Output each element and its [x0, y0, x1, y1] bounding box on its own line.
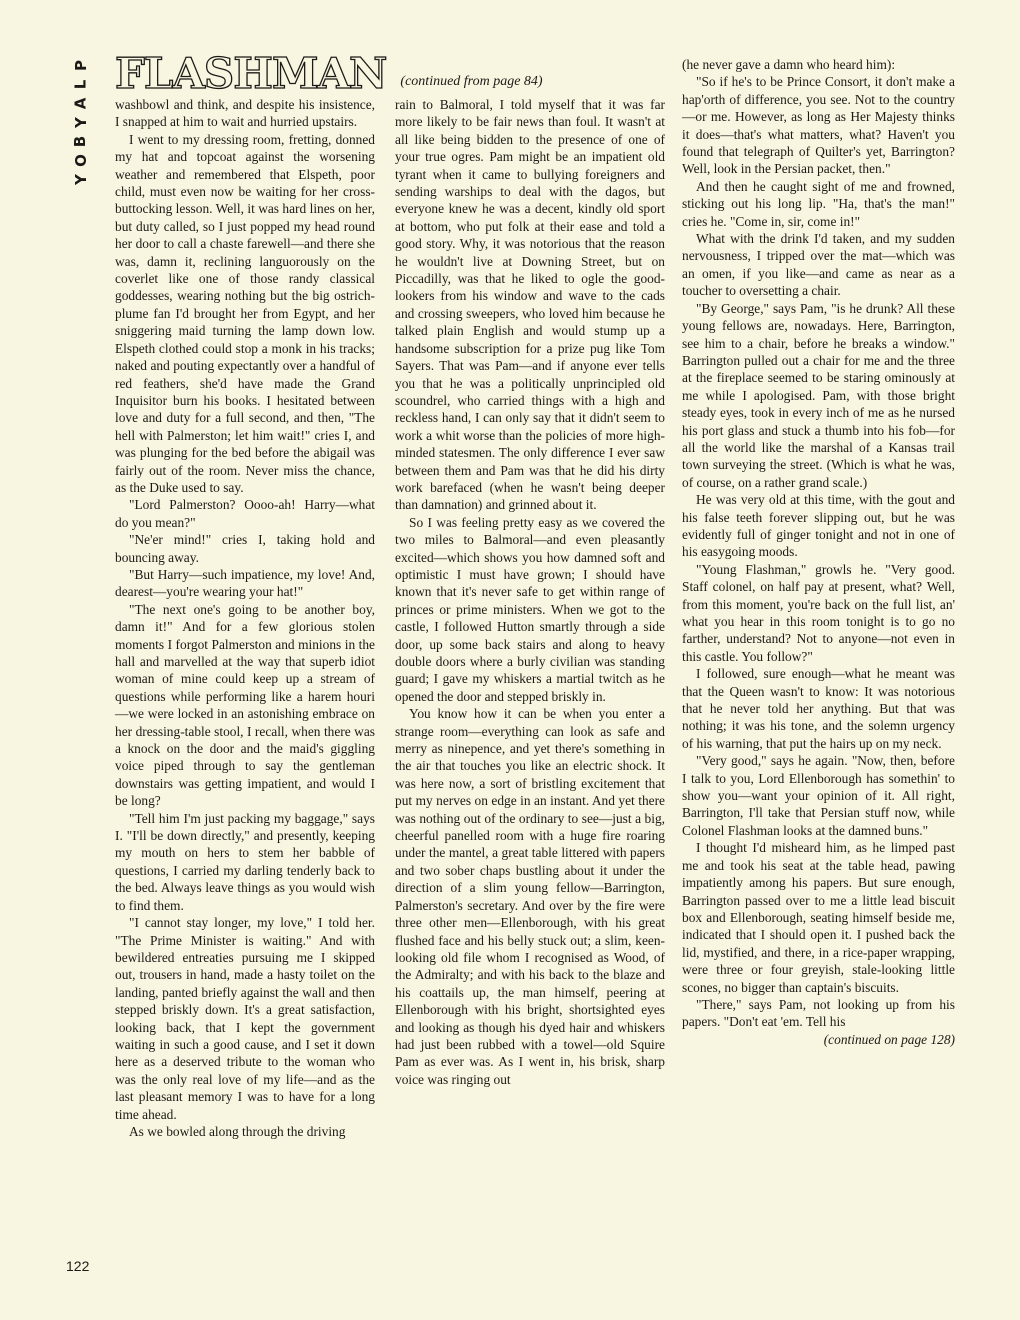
text-column-3	[682, 56, 955, 1048]
paragraph: "There," says Pam, not looking up from his papers. "Don't eat 'em. Tell his	[682, 996, 955, 1030]
paragraph: "Young Flashman," growls he. "Very good. Staff colonel, on half pay at present, what? Well, from this moment, you're back on the full list, an' what you hear in this room tonight is to go no farther, understand? Not to anyone—not even in this castle. You follow?"	[682, 561, 955, 664]
paragraph: So I was feeling pretty easy as we covered the two miles to Balmoral—and even pleasantly excited—which shows you how damned soft and optimistic I must have grown; I should have known that it's never safe to get within range of princes or prime ministers. When we got to the castle, I followed Hutton smartly through a side door, up some back stairs and along to heavy double doors where a burly civilian was standing guard; I gave my whiskers a martial twitch as he opened the door and stepped briskly in.	[395, 514, 665, 704]
article-title: FLASHMAN	[115, 49, 387, 98]
article-header	[115, 49, 543, 98]
text-column-1	[115, 96, 375, 1140]
paragraph: I went to my dressing room, fretting, donned my hat and topcoat against the worsening weather and remembered that Elspeth, poor child, must even now be waiting for her cross-buttocking lesson. Well, it was hard lines on her, but duty called, so I just popped my head round her door to call a chaste farewell—and there she was, damn it, reclining languorously on the coverlet like one of those randy classical goddesses, wearing nothing but the big ostrich-plume fan I'd brought her from Egypt, and her sniggering maid turning the lamp down low. Elspeth clothed could stop a monk in his tracks; naked and pouting expectantly over a handful of red feathers, she'd have made the Grand Inquisitor burn his books. I hesitated between love and duty for a full second, and then, "The hell with Palmerston; let him wait!" cries I, and was plunging for the bed before the abigail was fairly out of the room. Never miss the chance, as the Duke used to say.	[115, 131, 375, 495]
paragraph: What with the drink I'd taken, and my sudden nervousness, I tripped over the mat—which was an omen, if you like—and came as near as a toucher to oversetting a chair.	[682, 231, 955, 299]
paragraph: "The next one's going to be another boy, damn it!" And for a few glorious stolen moments I forgot Palmerston and minions in the hall and marvelled at the way that superb idiot woman of mine could keep up a stream of questions while performing like a harem houri—we were locked in an astonishing embrace on her dressing-table stool, I recall, when there was a knock on the door and the maid's giggling voice piped through to say the gentleman downstairs was getting impatient, and would I be long?	[115, 601, 375, 809]
paragraph: And then he caught sight of me and frowned, sticking out his long lip. "Ha, that's the man!" cries he. "Come in, sir, come in!"	[682, 178, 955, 229]
brand-letter: Y	[71, 117, 90, 128]
page-number: 122	[66, 1258, 90, 1274]
paragraph: "Lord Palmerston? Oooo-ah! Harry—what do you mean?"	[115, 497, 375, 530]
paragraph: "By George," says Pam, "is he drunk? All these young fellows are, nowadays. Here, Barrington, see him to a chair, before he breaks a window." Barrington pulled out a chair for me and the three at the fireplace seemed to be staring ominously at me while I apologised. Pam, with those bright steady eyes, took in every inch of me as he nursed his port glass and stuck a thumb into his fob—for all the world like the marshal of a Kansas trail town surveying the street. (Which is what he was, of course, on a rather grand scale.)	[682, 300, 955, 490]
paragraph: He was very old at this time, with the gout and his false teeth forever slipping out, but he was evidently full of ginger tonight and not in one of his easygoing moods.	[682, 492, 955, 560]
brand-letter: Y	[71, 174, 90, 185]
paragraph: I thought I'd misheard him, as he limped past me and took his seat at the table head, pawing impatiently among his papers. But sure enough, Barrington passed over to me a little lead biscuit box and Ellenborough, seating himself beside me, indicated that I should open it. I pushed back the lid, mystified, and there, in a rice-paper wrapping, were three or four greyish, stale-looking little scones, no bigger than captain's biscuits.	[682, 840, 955, 995]
brand-letter: B	[71, 135, 90, 148]
paragraph: "Very good," says he again. "Now, then, before I talk to you, Lord Ellenborough has somethin' to show you—want your opinion of it. All right, Barrington, I'll take that Persian stuff now, while Colonel Flashman looks at the damned buns."	[682, 753, 955, 838]
continued-on-note: (continued on page 128)	[823, 1031, 955, 1047]
brand-letter: P	[71, 60, 90, 71]
brand-letter: L	[71, 79, 90, 90]
paragraph: I followed, sure enough—what he meant was that the Queen wasn't to know: It was notorious that he never told her anything. But that was nothing; it was his tone, and the solemn urgency of his warning, that put the hairs up on my neck.	[682, 666, 955, 751]
paragraph: rain to Balmoral, I told myself that it was far more likely to be fair news than foul. It wasn't at all like being bidden to the presence of one of your true ogres. Pam might be an impatient old tyrant when it came to bullying foreigners and sending warships to deal with the dagos, but everyone knew he was a decent, kindly old sport at bottom, who put folk at their ease and told a good story. Why, it was notorious that the reason he wouldn't live at Downing Street, but on Piccadilly, was that he liked to ogle the good-lookers from his window and wave to the cads and crossing sweepers, who loved him because he talked plain English and would stump up a handsome subscription for a prize pug like Tom Sayers. That was Pam—and if anyone ever tells you that he was a politically unprincipled old scoundrel, who carried things with a high and reckless hand, I can only say that it didn't seem to work a whit worse than the policies of more high-minded statesmen. The only difference I ever saw between them and Pam was that he did his dirty work barefaced (when he wasn't being deeper than damnation) and grinned about it.	[395, 97, 665, 513]
paragraph: "Tell him I'm just packing my baggage," says I. "I'll be down directly," and presently, keeping my mouth on hers to stem her babble of questions, I carried my darling tenderly back to the bed. Always leave things as you would wish to find them.	[115, 810, 375, 913]
paragraph: "I cannot stay longer, my love," I told her. "The Prime Minister is waiting." And with bewildered entreaties pursuing me I skipped out, trousers in hand, made a hasty toilet on the landing, panted briefly against the wall and then stepped briskly down. It's a great satisfaction, looking back, that I kept the government waiting in such a good cause, and I set it down here as a deserved tribute to the woman who was the only real love of my life—and as the last pleasant memory I was to have for a long time ahead.	[115, 915, 375, 1122]
brand-letter: A	[71, 97, 90, 110]
paragraph: You know how it can be when you enter a strange room—everything can look as safe and merry as ninepence, and yet there's something in the air that touches you like an electric shock. It was here now, a sort of bristling excitement that put my nerves on edge in an instant. And yet there was nothing out of the ordinary to see—just a big, cheerful panelled room with a huge fire roaring under the mantel, a great table littered with papers and two sober chaps bustling about it under the direction of a slim young fellow—Barrington, Palmerston's secretary. And over by the fire were three other men—Ellenborough, with his great flushed face and his belly stuck out; a slim, keen-looking old file whom I recognised as Wood, of the Admiralty; and with his back to the blaze and his coattails up, the man himself, peering at Ellenborough with his bright, shortsighted eyes and looking as though his dyed hair and whiskers had just been rubbed with a towel—old Squire Pam as ever was. As I went in, his brisk, sharp voice was ringing out	[395, 706, 665, 1087]
paragraph: "Ne'er mind!" cries I, taking hold and bouncing away.	[115, 532, 375, 565]
paragraph: As we bowled along through the driving	[129, 1123, 346, 1139]
paragraph: (he never gave a damn who heard him):	[682, 57, 896, 72]
text-column-2	[395, 96, 665, 1088]
paragraph: washbowl and think, and despite his insistence, I snapped at him to wait and hurried upstairs.	[115, 97, 375, 130]
paragraph: "But Harry—such impatience, my love! And, dearest—you're wearing your hat!"	[115, 566, 375, 600]
continued-from-note: (continued from page 84)	[400, 74, 543, 89]
magazine-brand-vertical	[66, 56, 96, 189]
brand-letter: O	[71, 154, 90, 167]
paragraph: "So if he's to be Prince Consort, it don't make a hap'orth of difference, you see. Not to the country—or me. However, as long as Her Majesty thinks it does—that's what matters, what? Haven't you found that telegraph of Quilter's yet, Barrington? Well, look in the Persian packet, then."	[682, 74, 955, 177]
